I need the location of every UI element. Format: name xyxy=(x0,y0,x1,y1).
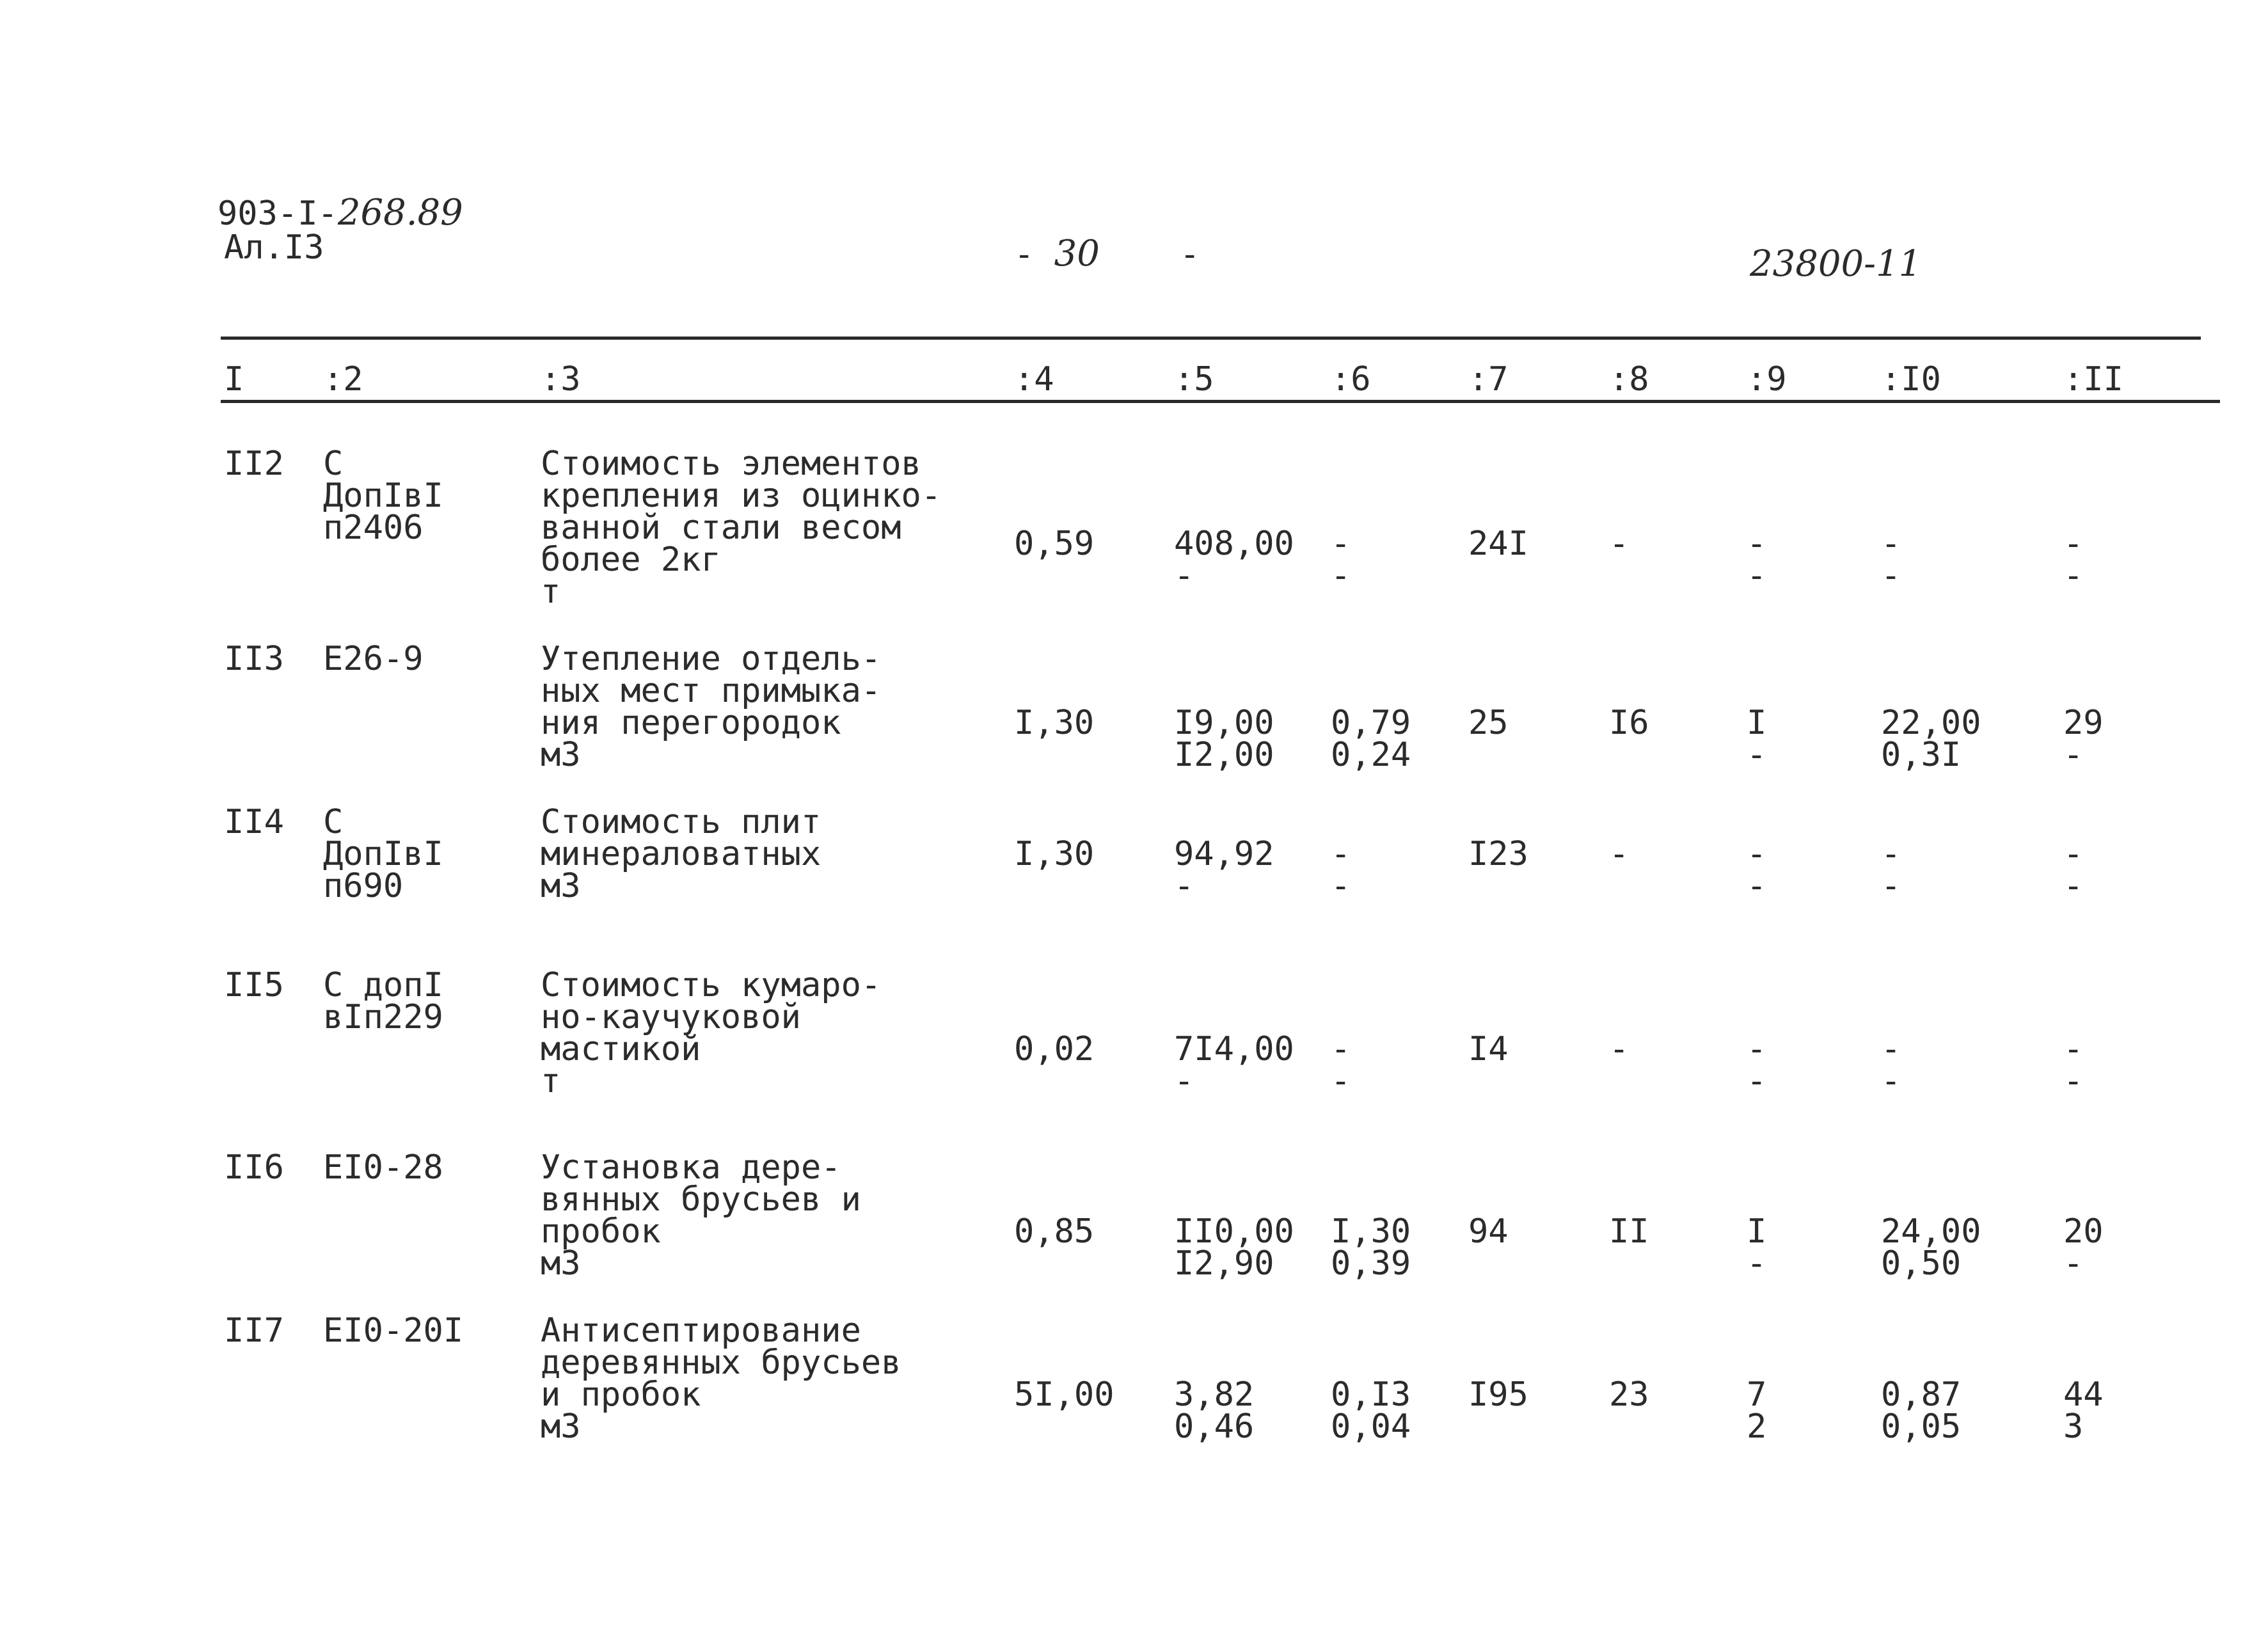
col8-value: - xyxy=(1609,1030,1630,1068)
document-code-printed: 903-I- xyxy=(218,194,338,233)
col9-value: - xyxy=(1747,867,1767,905)
row-description-line: пробок xyxy=(541,1212,661,1251)
row-description-line: ных мест примыка- xyxy=(541,672,882,710)
row-description-line: ванной стали весом xyxy=(541,509,901,547)
total-cost-value: 24I xyxy=(1468,525,1528,563)
row-description-line: минераловатных xyxy=(541,835,821,873)
column-header-9: :9 xyxy=(1747,360,1787,399)
row-description-line: м3 xyxy=(541,1244,581,1283)
total-cost-value: 25 xyxy=(1468,704,1509,742)
col6-value: - xyxy=(1331,557,1351,595)
col8-value: I6 xyxy=(1609,704,1649,742)
col10-value: 24,00 xyxy=(1881,1212,1981,1251)
col6-value: - xyxy=(1331,1030,1351,1068)
unit-price-value: 7I4,00 xyxy=(1174,1030,1294,1068)
total-cost-value: I4 xyxy=(1468,1030,1509,1068)
col9-value: - xyxy=(1747,1030,1767,1068)
row-code-line: п690 xyxy=(323,867,404,905)
row-description-line: Антисептирование xyxy=(541,1312,861,1350)
col6-value: 0,39 xyxy=(1331,1244,1411,1283)
row-code-line: С xyxy=(323,445,344,483)
doc-number: 23800-11 xyxy=(1750,243,1922,285)
column-header-6: :6 xyxy=(1331,360,1371,399)
col6-value: - xyxy=(1331,867,1351,905)
col9-value: I xyxy=(1747,1212,1767,1251)
row-code-line: ДопIвI xyxy=(323,477,443,515)
col10-value: - xyxy=(1881,525,1901,563)
quantity-value: 0,85 xyxy=(1014,1212,1095,1251)
col10-value: 0,87 xyxy=(1881,1375,1962,1414)
col10-value: - xyxy=(1881,867,1901,905)
row-description-line: Установка дере- xyxy=(541,1148,841,1187)
col11-value: 29 xyxy=(2063,704,2104,742)
col11-value: - xyxy=(2063,867,2084,905)
row-code-line: вIп229 xyxy=(323,998,443,1036)
unit-price-value: 408,00 xyxy=(1174,525,1294,563)
total-cost-value: 94 xyxy=(1468,1212,1509,1251)
unit-price-value: - xyxy=(1174,557,1194,595)
unit-price-value: I9,00 xyxy=(1174,704,1274,742)
row-number: II3 xyxy=(224,640,284,678)
col6-value: - xyxy=(1331,835,1351,873)
total-cost-value: I95 xyxy=(1468,1375,1528,1414)
row-description-line: но-каучуковой xyxy=(541,998,801,1036)
col8-value: - xyxy=(1609,835,1630,873)
column-header-4: :4 xyxy=(1014,360,1054,399)
unit-price-value: 94,92 xyxy=(1174,835,1274,873)
page-prefix: - xyxy=(1014,235,1035,274)
column-header-11: :II xyxy=(2063,360,2123,399)
document-code-handwritten: 268.89 xyxy=(337,192,463,234)
page-suffix: - xyxy=(1180,235,1200,274)
unit-price-value: I2,00 xyxy=(1174,736,1274,774)
row-description-line: ния перегородок xyxy=(541,704,841,742)
column-header-8: :8 xyxy=(1609,360,1649,399)
col11-value: - xyxy=(2063,1062,2084,1100)
table-top-rule xyxy=(221,337,2201,340)
col10-value: - xyxy=(1881,557,1901,595)
column-header-7: :7 xyxy=(1468,360,1509,399)
row-description-line: м3 xyxy=(541,736,581,774)
row-description-line: крепления из оцинко- xyxy=(541,477,942,515)
col8-value: 23 xyxy=(1609,1375,1649,1414)
total-cost-value: I23 xyxy=(1468,835,1528,873)
row-code-line: ДопIвI xyxy=(323,835,443,873)
col9-value: - xyxy=(1747,835,1767,873)
col10-value: 0,50 xyxy=(1881,1244,1962,1283)
col10-value: 0,3I xyxy=(1881,736,1962,774)
col9-value: - xyxy=(1747,1062,1767,1100)
document-code xyxy=(218,192,463,234)
col10-value: - xyxy=(1881,1030,1901,1068)
unit-price-value: - xyxy=(1174,1062,1194,1100)
row-number: II7 xyxy=(224,1312,284,1350)
col11-value: 3 xyxy=(2063,1407,2084,1446)
page-number-value: 30 xyxy=(1054,233,1100,274)
col6-value: 0,I3 xyxy=(1331,1375,1411,1414)
column-header-2: :2 xyxy=(323,360,363,399)
row-number: II4 xyxy=(224,803,284,841)
col11-value: - xyxy=(2063,835,2084,873)
col6-value: - xyxy=(1331,1062,1351,1100)
row-description-line: м3 xyxy=(541,867,581,905)
col9-value: - xyxy=(1747,736,1767,774)
col8-value: - xyxy=(1609,525,1630,563)
row-code-line: п2406 xyxy=(323,509,424,547)
col11-value: - xyxy=(2063,1244,2084,1283)
col6-value: 0,04 xyxy=(1331,1407,1411,1446)
col6-value: I,30 xyxy=(1331,1212,1411,1251)
row-description-line: т xyxy=(541,1062,561,1100)
row-description-line: вянных брусьев и xyxy=(541,1180,861,1219)
col10-value: - xyxy=(1881,1062,1901,1100)
col11-value: 44 xyxy=(2063,1375,2104,1414)
col9-value: - xyxy=(1747,557,1767,595)
row-number: II2 xyxy=(224,445,284,483)
col6-value: 0,24 xyxy=(1331,736,1411,774)
unit-price-value: I2,90 xyxy=(1174,1244,1274,1283)
row-description-line: Стоимость плит xyxy=(541,803,821,841)
quantity-value: I,30 xyxy=(1014,704,1095,742)
column-header-10: :I0 xyxy=(1881,360,1941,399)
col9-value: 2 xyxy=(1747,1407,1767,1446)
col6-value: - xyxy=(1331,525,1351,563)
quantity-value: 5I,00 xyxy=(1014,1375,1114,1414)
row-description-line: деревянных брусьев xyxy=(541,1344,901,1382)
col10-value: 22,00 xyxy=(1881,704,1981,742)
col6-value: 0,79 xyxy=(1331,704,1411,742)
row-number: II5 xyxy=(224,966,284,1004)
row-description-line: и пробок xyxy=(541,1375,701,1414)
unit-price-value: 0,46 xyxy=(1174,1407,1255,1446)
col8-value: II xyxy=(1609,1212,1649,1251)
page-number xyxy=(1014,233,1200,274)
row-description-line: Утепление отдель- xyxy=(541,640,882,678)
album-number: Ал.I3 xyxy=(224,228,324,267)
unit-price-value: II0,00 xyxy=(1174,1212,1294,1251)
col11-value: - xyxy=(2063,525,2084,563)
col9-value: I xyxy=(1747,704,1767,742)
column-header-5: :5 xyxy=(1174,360,1214,399)
quantity-value: I,30 xyxy=(1014,835,1095,873)
col9-value: - xyxy=(1747,525,1767,563)
row-description-line: мастикой xyxy=(541,1030,701,1068)
row-description-line: Стоимость кумаро- xyxy=(541,966,882,1004)
row-code-line: ЕI0-28 xyxy=(323,1148,443,1187)
col11-value: 20 xyxy=(2063,1212,2104,1251)
quantity-value: 0,02 xyxy=(1014,1030,1095,1068)
row-code-line: С xyxy=(323,803,344,841)
unit-price-value: 3,82 xyxy=(1174,1375,1255,1414)
column-header-3: :3 xyxy=(541,360,581,399)
row-description-line: м3 xyxy=(541,1407,581,1446)
row-number: II6 xyxy=(224,1148,284,1187)
unit-price-value: - xyxy=(1174,867,1194,905)
col10-value: - xyxy=(1881,835,1901,873)
col9-value: 7 xyxy=(1747,1375,1767,1414)
header-bottom-rule xyxy=(221,400,2220,403)
row-description-line: т xyxy=(541,573,561,611)
col11-value: - xyxy=(2063,736,2084,774)
row-code-line: Е26-9 xyxy=(323,640,424,678)
col10-value: 0,05 xyxy=(1881,1407,1962,1446)
row-code-line: ЕI0-20I xyxy=(323,1312,464,1350)
row-code-line: С допI xyxy=(323,966,443,1004)
quantity-value: 0,59 xyxy=(1014,525,1095,563)
row-description-line: Стоимость элементов xyxy=(541,445,921,483)
col9-value: - xyxy=(1747,1244,1767,1283)
col11-value: - xyxy=(2063,557,2084,595)
row-description-line: более 2кг xyxy=(541,541,721,579)
col11-value: - xyxy=(2063,1030,2084,1068)
column-header-1: I xyxy=(224,360,244,399)
